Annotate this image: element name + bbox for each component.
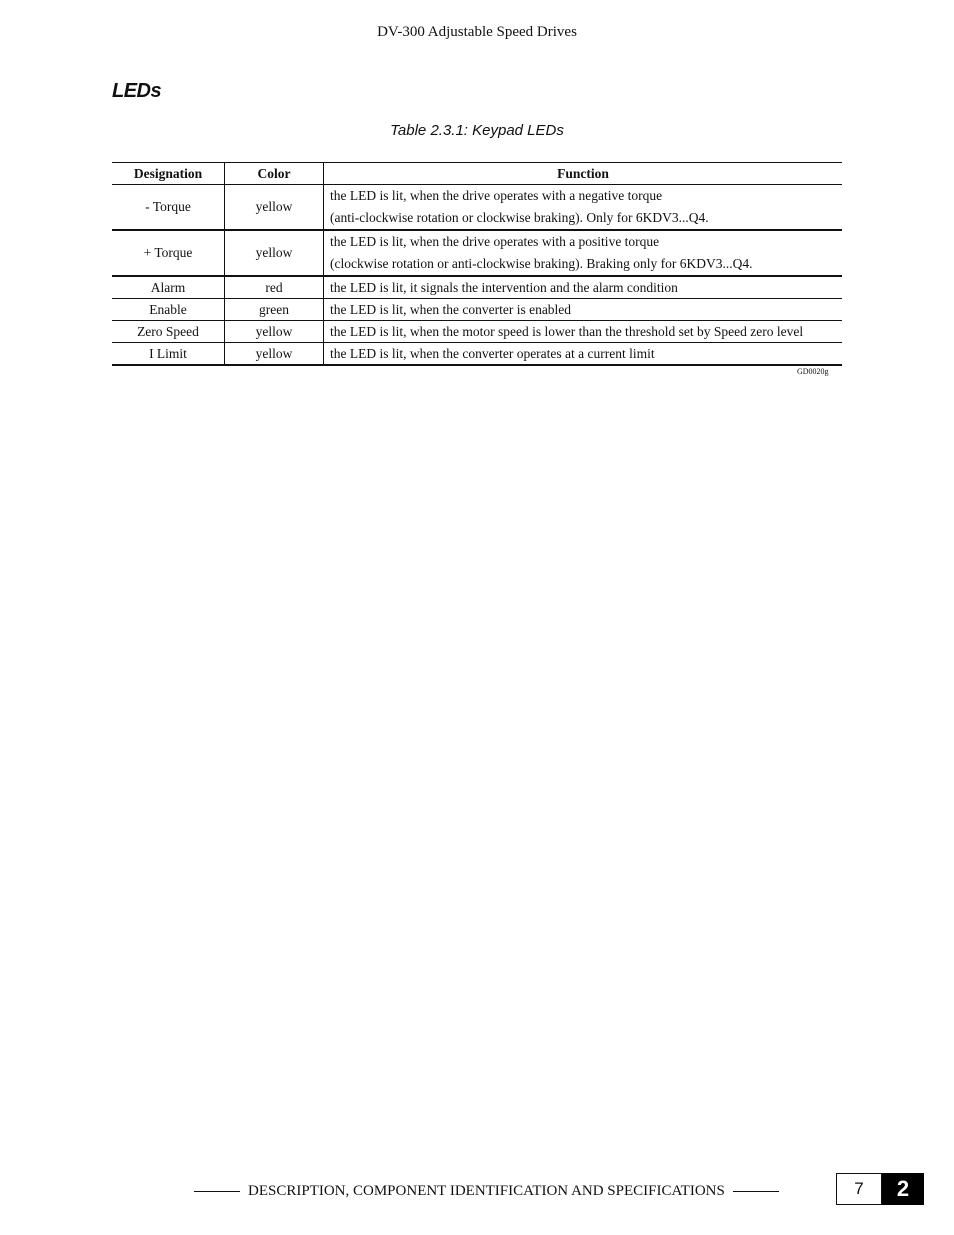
column-header-designation: Designation: [112, 163, 225, 185]
function-cell: the LED is lit, when the motor speed is lower than the threshold set by Speed zero level: [324, 321, 843, 343]
footer-rule-right: [733, 1191, 779, 1192]
table-row: [112, 299, 842, 321]
color-cell: yellow: [225, 185, 324, 231]
function-line: (clockwise rotation or anti-clockwise braking). Braking only for 6KDV3...Q4.: [330, 256, 753, 271]
function-cell: the LED is lit, it signals the intervention and the alarm condition: [324, 276, 843, 299]
designation-cell: I Limit: [112, 343, 225, 366]
table-row: [112, 321, 842, 343]
designation-cell: - Torque: [112, 185, 225, 231]
function-line: the LED is lit, when the drive operates with a negative torque: [330, 188, 663, 203]
table-row: [112, 230, 842, 276]
table-caption: Table 2.3.1: Keypad LEDs: [390, 122, 564, 139]
section-title: LEDs: [112, 80, 162, 102]
designation-cell: + Torque: [112, 230, 225, 276]
function-cell: the LED is lit, when the converter is enabled: [324, 299, 843, 321]
running-header: DV-300 Adjustable Speed Drives: [377, 24, 577, 40]
function-cell: the LED is lit, when the converter operates at a current limit: [324, 343, 843, 366]
footer: [186, 1183, 787, 1200]
table-row: [112, 343, 842, 366]
figure-code: GD0020g: [797, 367, 829, 376]
table-row: [112, 276, 842, 299]
color-cell: yellow: [225, 343, 324, 366]
function-cell: [324, 230, 843, 276]
color-cell: green: [225, 299, 324, 321]
footer-rule-left: [194, 1191, 240, 1192]
column-header-function: Function: [324, 163, 843, 185]
designation-cell: Alarm: [112, 276, 225, 299]
table-header-row: [112, 163, 842, 185]
function-cell: [324, 185, 843, 231]
column-header-color: Color: [225, 163, 324, 185]
color-cell: yellow: [225, 230, 324, 276]
function-line: (anti-clockwise rotation or clockwise braking). Only for 6KDV3...Q4.: [330, 210, 709, 225]
color-cell: yellow: [225, 321, 324, 343]
function-line: the LED is lit, when the drive operates with a positive torque: [330, 234, 660, 249]
table-row: [112, 185, 842, 231]
designation-cell: Enable: [112, 299, 225, 321]
footer-text: DESCRIPTION, COMPONENT IDENTIFICATION AND SPECIFICATIONS: [248, 1183, 725, 1199]
keypad-leds-table: [112, 162, 842, 366]
chapter-tab: 2: [882, 1173, 924, 1205]
page-number: 7: [836, 1173, 882, 1205]
designation-cell: Zero Speed: [112, 321, 225, 343]
color-cell: red: [225, 276, 324, 299]
